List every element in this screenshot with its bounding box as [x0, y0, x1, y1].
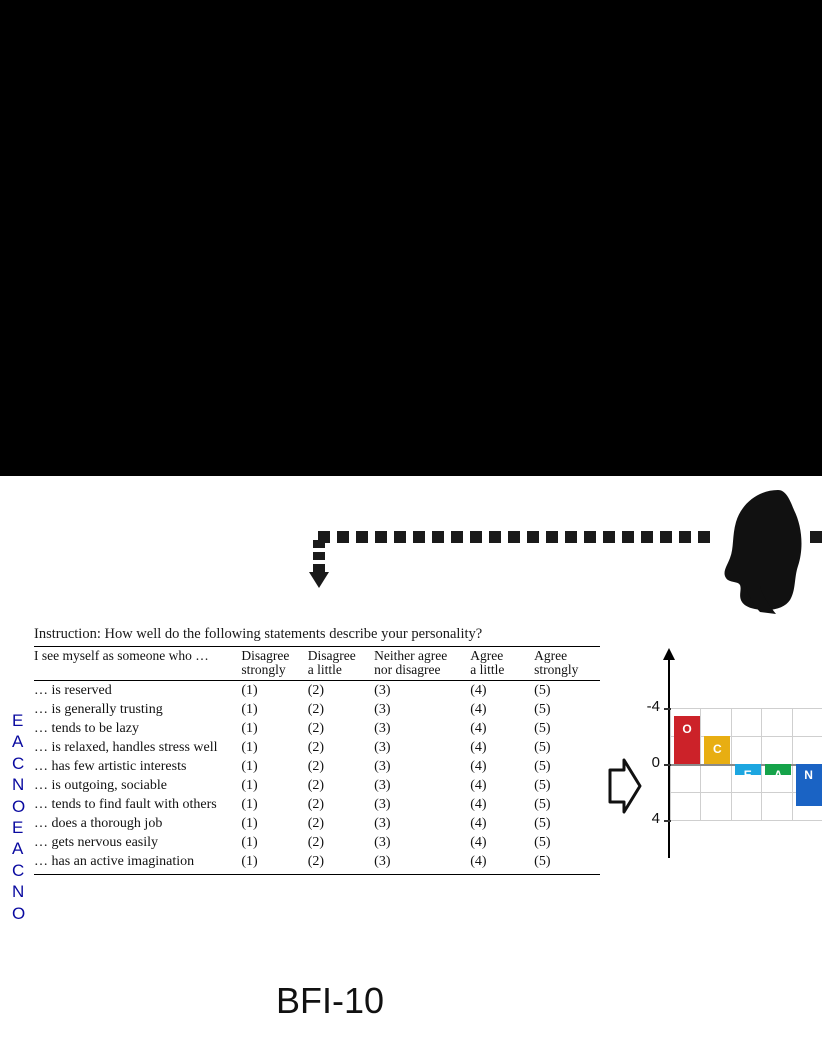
response-option[interactable]: (3)	[374, 853, 391, 869]
item-statement: … gets nervous easily	[34, 834, 159, 850]
response-option[interactable]: (4)	[470, 796, 487, 812]
dash-segment	[603, 531, 615, 543]
down-arrow-icon	[309, 540, 329, 588]
bfi-questionnaire	[34, 626, 600, 875]
response-option[interactable]: (4)	[470, 701, 487, 717]
dash-segment	[375, 531, 387, 543]
dash-segment	[313, 540, 325, 548]
response-option[interactable]: (2)	[307, 720, 325, 736]
response-option[interactable]: (3)	[374, 815, 391, 831]
trait-letter: O	[12, 903, 26, 923]
hollow-right-arrow-icon	[608, 756, 642, 816]
response-option[interactable]: (1)	[241, 796, 258, 812]
chart-y-tick-label: 0	[651, 754, 660, 771]
dash-segment	[313, 552, 325, 560]
item-statement: … has few artistic interests	[34, 758, 187, 774]
response-option[interactable]: (3)	[374, 777, 391, 793]
table-row	[34, 757, 600, 776]
trait-letter: C	[12, 753, 25, 773]
scale-header-line1: Agree	[470, 648, 504, 663]
dash-segment	[679, 531, 691, 543]
trait-letter: E	[12, 817, 24, 837]
chart-bar-label: O	[682, 722, 692, 737]
dash-segment	[470, 531, 482, 543]
item-statement: … is outgoing, sociable	[34, 777, 167, 793]
response-option[interactable]: (5)	[534, 853, 551, 869]
response-option[interactable]: (5)	[534, 777, 551, 793]
response-option[interactable]: (5)	[534, 701, 551, 717]
response-option[interactable]: (2)	[307, 834, 325, 850]
column-header-item: I see myself as someone who …	[34, 647, 241, 681]
response-option[interactable]: (2)	[307, 815, 325, 831]
response-option[interactable]: (5)	[534, 815, 551, 831]
trait-letter: C	[12, 860, 25, 880]
dash-segment	[432, 531, 444, 543]
chart-y-tick-label: 4	[651, 810, 660, 827]
chart-y-tick	[664, 708, 671, 710]
response-option[interactable]: (4)	[470, 739, 487, 755]
chart-bar-label: N	[804, 768, 813, 782]
dash-segment	[451, 531, 463, 543]
response-option[interactable]: (4)	[470, 720, 487, 736]
item-statement: … is relaxed, handles stress well	[34, 739, 218, 755]
questionnaire-instruction: Instruction: How well do the following statements describe your personality?	[34, 626, 600, 647]
dash-segment	[527, 531, 539, 543]
trait-letter: A	[12, 839, 24, 859]
response-option[interactable]: (3)	[374, 834, 391, 850]
person-silhouette-icon	[716, 486, 812, 616]
item-statement: … is reserved	[34, 682, 112, 698]
table-row	[34, 738, 600, 757]
dash-segment	[394, 531, 406, 543]
chart-y-tick	[664, 820, 671, 822]
trait-letter: N	[12, 775, 25, 795]
response-option[interactable]: (2)	[307, 739, 325, 755]
response-option[interactable]: (1)	[241, 720, 258, 736]
dash-segment	[337, 531, 349, 543]
chart-bar-label: A	[773, 768, 783, 782]
response-option[interactable]: (4)	[470, 758, 487, 774]
dash-segment	[641, 531, 653, 543]
dotted-arrow-icon	[318, 531, 728, 543]
table-header-row	[34, 647, 600, 681]
response-option[interactable]: (2)	[307, 796, 325, 812]
response-option[interactable]: (5)	[534, 758, 551, 774]
table-bottom-rule	[34, 874, 600, 875]
response-option[interactable]: (1)	[241, 739, 258, 755]
response-option[interactable]: (1)	[241, 834, 258, 850]
scale-header-line2: strongly	[534, 662, 579, 678]
chart-bar	[704, 736, 730, 764]
table-row	[34, 719, 600, 738]
chart-y-tick-label: -4	[646, 698, 660, 715]
dash-segment	[565, 531, 577, 543]
scale-header-line2: a little	[307, 662, 342, 678]
dash-segment	[508, 531, 520, 543]
response-option[interactable]: (1)	[241, 682, 258, 698]
dash-segment	[546, 531, 558, 543]
chart-bar-label: C	[713, 742, 722, 756]
response-option[interactable]: (5)	[534, 720, 551, 736]
table-row	[34, 795, 600, 814]
dash-segment	[313, 564, 325, 572]
response-option[interactable]: (3)	[374, 682, 391, 698]
scale-header-line2: strongly	[241, 662, 286, 678]
response-option[interactable]: (4)	[470, 777, 487, 793]
scale-header-line1: Agree	[534, 648, 568, 663]
item-statement: … tends to find fault with others	[34, 796, 217, 812]
response-option[interactable]: (2)	[307, 777, 325, 793]
table-row	[34, 852, 600, 873]
trait-letter: E	[12, 711, 24, 730]
response-option[interactable]: (2)	[307, 758, 325, 774]
trait-letter-column	[12, 710, 30, 924]
dash-segment	[489, 531, 501, 543]
trait-letter: A	[12, 732, 24, 752]
response-option[interactable]: (2)	[307, 682, 325, 698]
item-statement: … tends to be lazy	[34, 720, 139, 736]
scale-header-line1: Disagree	[307, 648, 356, 663]
table-row	[34, 814, 600, 833]
dash-segment	[698, 531, 710, 543]
trait-letter: O	[12, 796, 26, 816]
response-option[interactable]: (2)	[307, 701, 325, 717]
chart-bar	[674, 716, 700, 764]
scale-header-line1: Neither agree	[374, 648, 448, 663]
dotted-arrow-tail-dot	[810, 531, 822, 543]
response-option[interactable]: (3)	[374, 796, 391, 812]
dash-segment	[413, 531, 425, 543]
figure-caption: BFI-10	[275, 980, 385, 1021]
scale-header-line2: a little	[470, 662, 505, 678]
table-row	[34, 833, 600, 852]
scale-header-line2: nor disagree	[374, 662, 441, 678]
item-statement: … is generally trusting	[34, 701, 163, 717]
table-row	[34, 700, 600, 719]
gridline-horizontal	[670, 708, 822, 709]
table-row	[34, 681, 600, 701]
chart-bar	[735, 764, 761, 782]
chart-bar	[796, 764, 822, 806]
chart-axis-arrow-icon	[663, 648, 675, 660]
response-option[interactable]: (3)	[374, 758, 391, 774]
trait-letter: N	[12, 882, 25, 902]
response-option[interactable]: (5)	[534, 834, 551, 850]
dash-segment	[622, 531, 634, 543]
table-row	[34, 776, 600, 795]
dash-segment	[584, 531, 596, 543]
dash-segment	[660, 531, 672, 543]
response-option[interactable]: (4)	[470, 682, 487, 698]
response-option[interactable]: (4)	[470, 853, 487, 869]
response-option[interactable]: (2)	[307, 853, 325, 869]
response-option[interactable]: (1)	[241, 758, 258, 774]
scale-header-line1: Disagree	[241, 648, 290, 663]
column-header-scale-2	[308, 647, 374, 681]
response-option[interactable]: (5)	[534, 796, 551, 812]
response-option[interactable]: (5)	[534, 682, 551, 698]
chart-y-tick	[664, 764, 671, 766]
dash-segment	[356, 531, 368, 543]
item-statement: … does a thorough job	[34, 815, 163, 831]
column-header-scale-5	[534, 647, 600, 681]
response-option[interactable]: (1)	[241, 777, 258, 793]
column-header-scale-3	[374, 647, 470, 681]
response-option[interactable]: (1)	[241, 815, 258, 831]
response-option[interactable]: (4)	[470, 815, 487, 831]
response-option[interactable]: (1)	[241, 853, 258, 869]
column-header-scale-4	[470, 647, 534, 681]
questionnaire-table	[34, 647, 600, 873]
response-option[interactable]: (3)	[374, 720, 391, 736]
item-statement: … has an active imagination	[34, 853, 195, 869]
response-option[interactable]: (5)	[534, 739, 551, 755]
response-option[interactable]: (1)	[241, 701, 258, 717]
gridline-horizontal	[670, 820, 822, 821]
chart-bar-label: E	[743, 768, 752, 782]
column-header-scale-1	[241, 647, 307, 681]
response-option[interactable]: (4)	[470, 834, 487, 850]
response-option[interactable]: (3)	[374, 701, 391, 717]
personality-profile-chart	[648, 650, 822, 870]
chart-bar	[765, 764, 791, 782]
response-option[interactable]: (3)	[374, 739, 391, 755]
